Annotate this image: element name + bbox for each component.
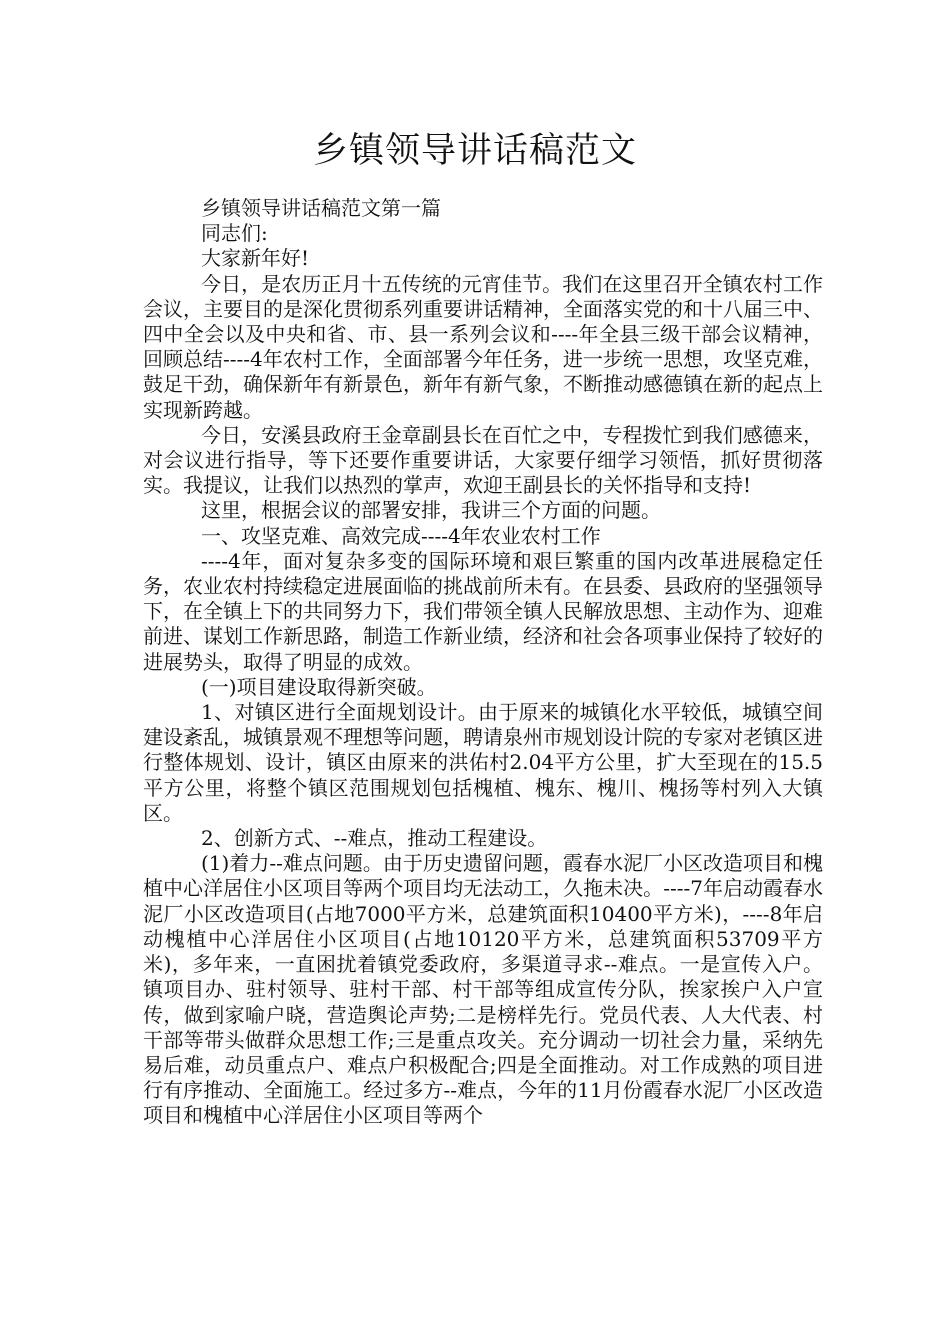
section-heading: 一、攻坚克难、高效完成----4年农业农村工作 [201,523,601,548]
document-title: 乡镇领导讲话稿范文 [312,131,637,171]
salutation-paragraph: 同志们: [201,221,268,246]
body-paragraph: 今日，安溪县政府王金章副县长在百忙之中，专程拨忙到我们感德来，对会议进行指导，等下还要作重要讲话，大家要仔细学习领悟，抓好贯彻落实。我提议，让我们以热烈的掌声，欢迎王副县长的关怀指导和支持! [143,422,823,498]
body-paragraph: 今日，是农历正月十五传统的元宵佳节。我们在这里召开全镇农村工作会议，主要目的是深化贯彻系列重要讲话精神，全面落实党的和十八届三中、四中全会以及中央和省、市、县一系列会议和----年全县三级干部会议精神，回顾总结----4年农村工作，全面部署今年任务，进一步统一思想，攻坚克难，鼓足干劲，确保新年有新景色，新年有新气象，不断推动感德镇在新的起点上实现新跨越。 [143,271,823,422]
subsection-heading: (一)项目建设取得新突破。 [201,674,437,699]
body-paragraph: 这里，根据会议的部署安排，我讲三个方面的问题。 [201,498,661,523]
body-paragraph: ----4年，面对复杂多变的国际环境和艰巨繁重的国内改革进展稳定任务，农业农村持续稳定进展面临的挑战前所未有。在县委、县政府的坚强领导下，在全镇上下的共同努力下，我们带领全镇人民解放思想、主动作为、迎难前进、谋划工作新思路，制造工作新业绩，经济和社会各项事业保持了较好的进展势头，取得了明显的成效。 [143,548,823,674]
body-paragraph: (1)着力--难点问题。由于历史遗留问题，霞春水泥厂小区改造项目和槐植中心洋居住小区项目等两个项目均无法动工，久拖未决。----7年启动霞春水泥厂小区改造项目(占地7000平方米，总建筑面积10400平方米)，----8年启动槐植中心洋居住小区项目(占地10120平方米，总建筑面积53709平方米)，多年来，一直困扰着镇党委政府，多渠道寻求--难点。一是宣传入户。镇项目办、驻村领导、驻村干部、村干部等组成宣传分队，挨家挨户入户宣传，做到家喻户晓，营造舆论声势;二是榜样先行。党员代表、人大代表、村干部等带头做群众思想工作;三是重点攻关。充分调动一切社会力量，采纳先易后难，动员重点户、难点户积极配合;四是全面推动。对工作成熟的项目进行有序推动、全面施工。经过多方--难点，今年的11月份霞春水泥厂小区改造项目和槐植中心洋居住小区项目等两个 [143,851,823,1128]
document-body [143,196,823,1129]
greeting-paragraph: 大家新年好! [201,246,310,271]
subtitle-paragraph: 乡镇领导讲话稿范文第一篇 [201,196,441,220]
body-paragraph: 1、对镇区进行全面规划设计。由于原来的城镇化水平较低，城镇空间建设紊乱，城镇景观不理想等问题，聘请泉州市规划设计院的专家对老镇区进行整体规划、设计，镇区由原来的洪佑村2.04平方公里，扩大至现在的15.5平方公里，将整个镇区范围规划包括槐植、槐东、槐川、槐扬等村列入大镇区。 [143,700,823,825]
item-heading: 2、创新方式、--难点，推动工程建设。 [201,826,548,851]
